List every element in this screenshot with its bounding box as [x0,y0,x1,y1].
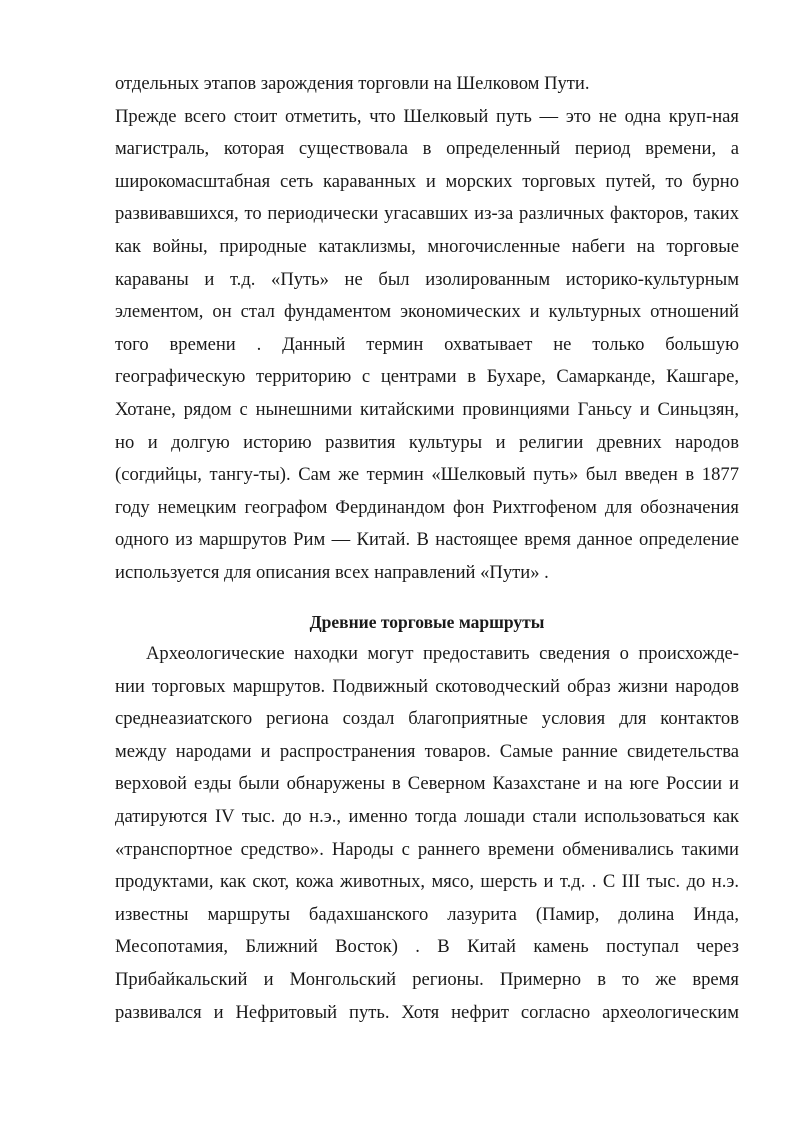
paragraph-line: развивавшихся, то периодически угасавших из-за различных факторов, таких [115,203,739,225]
paragraph-line: географическую территорию с центрами в Бухаре, Самарканде, Кашгаре, [115,366,739,388]
paragraph-line: широкомасштабная сеть караванных и морских торговых путей, то бурно [115,170,739,192]
paragraph-line: используется для описания всех направлений «Пути» . [115,561,549,583]
paragraph-line: (согдийцы, тангу-ты). Сам же термин «Шелковый путь» был введен в 1877 [115,464,739,486]
intro-line: отдельных этапов зарождения торговли на Шелковом Пути. [115,73,590,94]
paragraph-line: Хотане, рядом с нынешними китайскими провинциями Ганьсу и Синьцзян, [115,398,739,420]
paragraph-silk-road-definition [115,101,739,590]
paragraph-line: продуктами, как скот, кожа животных, мясо, шерсть и т.д. . С III тыс. до н.э. [115,871,739,893]
paragraph-line: между народами и распространения товаров. Самые ранние свидетельства [115,740,739,762]
paragraph-line: развивался и Нефритовый путь. Хотя нефрит согласно археологическим [115,1001,739,1023]
paragraph-line: нии торговых маршрутов. Подвижный скотоводческий образ жизни народов [115,675,739,697]
paragraph-line: элементом, он стал фундаментом экономических и культурных отношений [115,301,739,323]
paragraph-line: верховой езды были обнаружены в Северном Казахстане и на юге России и [115,773,739,795]
paragraph-line: как войны, природные катаклизмы, многочисленные набеги на торговые [115,235,739,257]
paragraph-line: известны маршруты бадахшанского лазурита (Памир, долина Инда, [115,903,739,925]
paragraph-line: но и долгую историю развития культуры и религии древних народов [115,431,739,453]
paragraph-line: датируются IV тыс. до н.э., именно тогда лошади стали использоваться как [115,806,739,828]
section-heading: Древние торговые маршруты [309,611,545,632]
paragraph-trade-routes [115,638,739,1029]
paragraph-line: Месопотамия, Ближний Восток) . В Китай камень поступал через [115,936,739,958]
paragraph-line: году немецким географом Фердинандом фон Рихтгофеном для обозначения [115,496,739,518]
paragraph-line: караваны и т.д. «Путь» не был изолированным историко-культурным [115,268,739,290]
document-page [115,68,739,1029]
paragraph-line: того времени . Данный термин охватывает не только большую [115,333,739,355]
paragraph-line: одного из маршрутов Рим — Китай. В настоящее время данное определение [115,529,739,551]
paragraph-line: Археологические находки могут предоставить сведения о происхожде- [146,643,739,665]
paragraph-line: магистраль, которая существовала в определенный период времени, а [115,138,739,160]
paragraph-line: «транспортное средство». Народы с раннего времени обменивались такими [115,838,739,860]
paragraph-line: среднеазиатского региона создал благоприятные условия для контактов [115,708,739,730]
paragraph-line: Прежде всего стоит отметить, что Шелковый путь — это не одна круп-ная [115,105,739,127]
paragraph-line: Прибайкальский и Монгольский регионы. Примерно в то же время [115,969,739,991]
